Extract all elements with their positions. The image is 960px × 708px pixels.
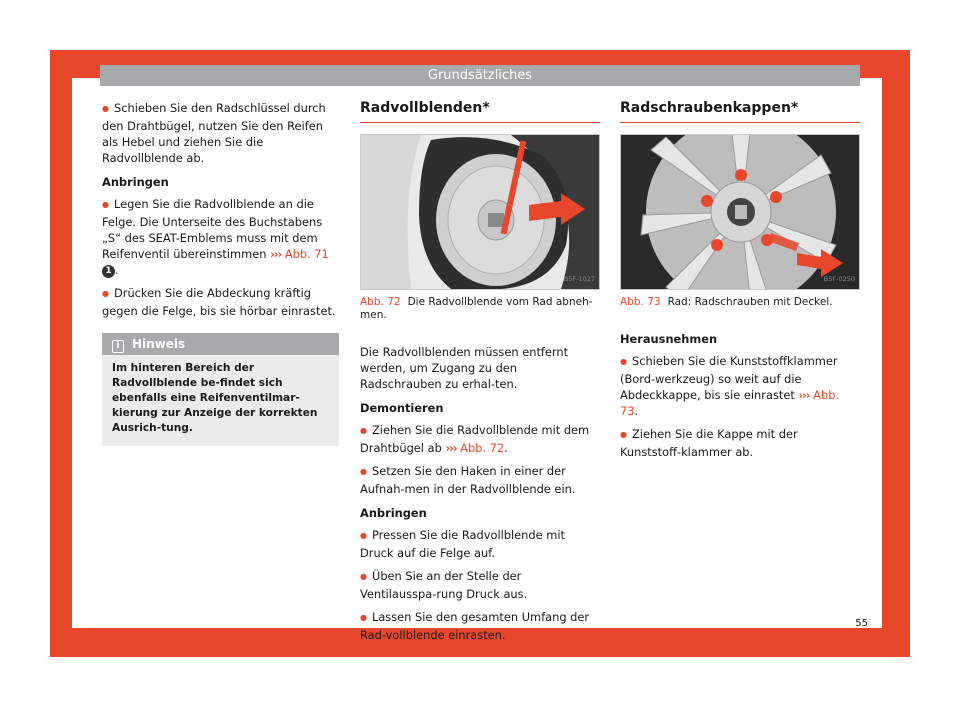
subheading-demontieren: Demontieren	[360, 401, 444, 415]
section-header: Grundsätzliches	[100, 65, 860, 86]
instruction-paragraph	[102, 100, 339, 166]
figure-caption	[620, 296, 860, 309]
left-column	[102, 100, 339, 446]
subheading-herausnehmen: Herausnehmen	[620, 332, 718, 346]
instruction-text: Setzen Sie den Haken in einer der Aufnah-men in der Radvollblende ein.	[360, 464, 576, 496]
info-icon: i	[112, 340, 124, 353]
instruction-paragraph	[360, 463, 600, 497]
page-number: 55	[855, 618, 868, 629]
instruction-paragraph	[620, 353, 860, 419]
instruction-text: Pressen Sie die Radvollblende mit Druck auf die Felge auf.	[360, 528, 565, 560]
figure-caption	[360, 296, 600, 322]
note-body: Im hinteren Bereich der Radvollblende be-findet sich ebenfalls eine Reifenventilmar-kierung zur Anzeige der korrekten Ausrich-tung.	[112, 362, 318, 434]
figure-reference-link[interactable]: Abb. 72	[460, 441, 505, 455]
period: .	[634, 404, 639, 418]
subheading-anbringen: Anbringen	[102, 175, 169, 189]
instruction-text: Legen Sie die Radvollblende an die Felge. Die Unterseite des Buchstabens „S“ des SEAT-Emblems muss mit dem Reifenventil übereinstimmen	[102, 197, 323, 261]
callout-number-badge: 1	[102, 265, 115, 278]
instruction-paragraph	[102, 285, 339, 319]
period: .	[115, 263, 119, 277]
wheel-cover-illustration	[361, 135, 599, 289]
instruction-paragraph	[360, 422, 600, 456]
note-box	[102, 333, 339, 446]
figure-reference-link[interactable]: Abb. 71	[284, 247, 329, 261]
instruction-text: Lassen Sie den gesamten Umfang der Rad-vollblende einrasten.	[360, 610, 590, 642]
figure-code: B5F-1027	[563, 275, 595, 283]
caption-label: Abb. 72	[360, 296, 401, 308]
figure-reference-link[interactable]: Abb. 73	[620, 388, 840, 418]
caption-text: Rad: Radschrauben mit Deckel.	[667, 296, 833, 308]
instruction-paragraph	[360, 527, 600, 561]
instruction-text: Drücken Sie die Abdeckung kräftig gegen die Felge, bis sie hörbar einrastet.	[102, 286, 336, 318]
instruction-text: Schieben Sie den Radschlüssel durch den Drahtbügel, nutzen Sie den Reifen als Hebel und ziehen Sie die Radvollblende ab.	[102, 101, 326, 165]
figure-wheel-cover-removal	[360, 134, 600, 290]
body-paragraph: Die Radvollblenden müssen entfernt werden, um Zugang zu den Radschrauben zu erhal-ten.	[360, 345, 569, 391]
caption-text: Die Radvollblende vom Rad abneh-men.	[360, 296, 593, 321]
caption-label: Abb. 73	[620, 296, 661, 308]
section-title-radschraubenkappen: Radschraubenkappen*	[620, 100, 860, 123]
instruction-paragraph	[620, 426, 860, 460]
instruction-paragraph	[360, 568, 600, 602]
section-title-radvollblenden: Radvollblenden*	[360, 100, 600, 123]
instruction-paragraph	[102, 196, 339, 278]
period: .	[504, 441, 508, 455]
right-column	[620, 100, 860, 467]
figure-wheel-bolt-caps	[620, 134, 860, 290]
subheading-anbringen: Anbringen	[360, 506, 427, 520]
instruction-text: Schieben Sie die Kunststoffklammer (Bord-werkzeug) so weit auf die Abdeckkappe, bis sie einrastet	[620, 354, 838, 402]
reference-arrows: ›››	[270, 247, 282, 261]
instruction-text: Ziehen Sie die Kappe mit der Kunststoff-klammer ab.	[620, 427, 798, 459]
reference-arrows: ›››	[445, 441, 457, 455]
figure-code: B5F-0250	[823, 275, 855, 283]
wheel-bolt-caps-illustration	[621, 135, 859, 289]
instruction-text: Ziehen Sie die Radvollblende mit dem Drahtbügel ab	[360, 423, 590, 455]
note-title: Hinweis	[132, 337, 186, 351]
instruction-text: Üben Sie an der Stelle der Ventilausspa-rung Druck aus.	[360, 569, 528, 601]
middle-column	[360, 100, 600, 650]
instruction-paragraph	[360, 609, 600, 643]
note-header	[102, 333, 339, 355]
reference-arrows: ›››	[798, 388, 810, 402]
